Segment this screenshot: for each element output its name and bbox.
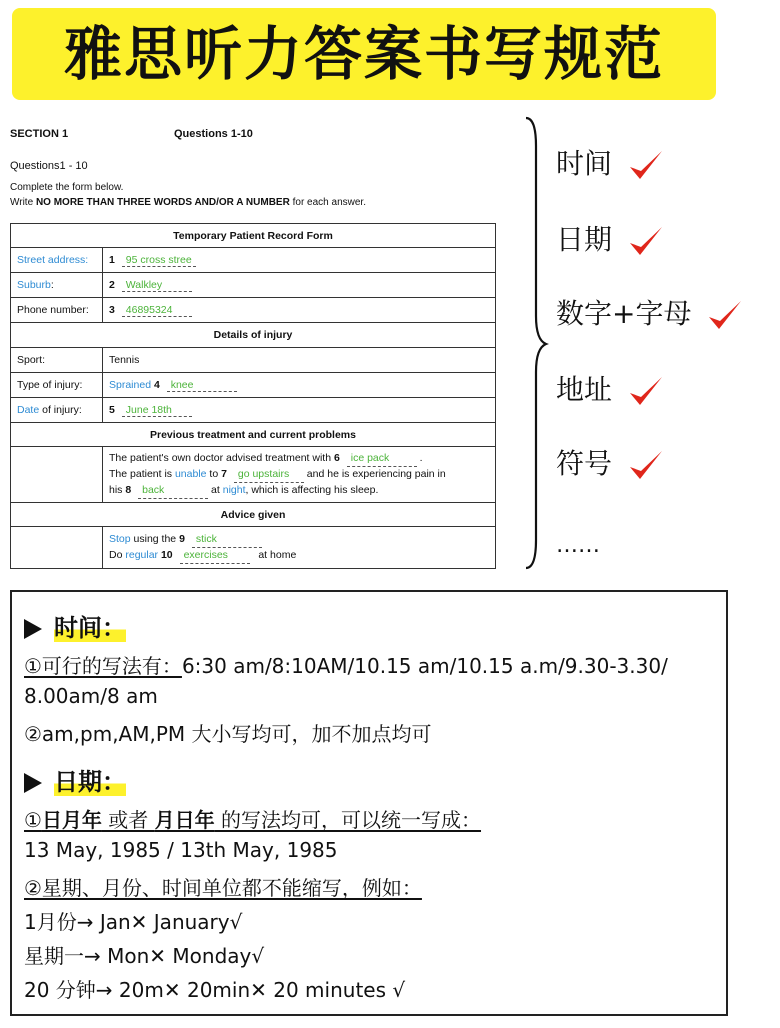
- example-minutes: 20 分钟→ 20m✕ 20min✕ 20 minutes √: [24, 978, 406, 1002]
- prev-title: Previous treatment and current problems: [11, 423, 496, 447]
- advice-title: Advice given: [11, 503, 496, 527]
- table-title: Temporary Patient Record Form: [11, 224, 496, 248]
- date-label: Date of injury:: [11, 398, 103, 423]
- answer-4: knee: [167, 379, 237, 392]
- answer-8: back: [138, 483, 208, 499]
- table-row: [11, 447, 496, 503]
- table-title-row: [11, 224, 496, 248]
- questions-range: Questions1 - 10: [10, 160, 88, 172]
- table-row: [11, 298, 496, 323]
- check-icon: [627, 447, 665, 483]
- time-heading: 时间：: [24, 608, 126, 643]
- check-icon: [627, 223, 665, 259]
- section-label: SECTION 1: [10, 128, 69, 140]
- table-row: [11, 527, 496, 569]
- date-heading: 日期：: [24, 762, 126, 797]
- advice-cell: Stop using the 9 stick Do regular 10 exercises at home: [103, 527, 496, 569]
- injury-title-row: [11, 323, 496, 348]
- answer-2: Walkley: [122, 279, 192, 292]
- rule-item-more: ……: [556, 533, 600, 558]
- table-row: [11, 248, 496, 273]
- patient-record-table: [10, 223, 496, 569]
- check-icon: [627, 373, 665, 409]
- date-rule-2: ②星期、月份、时间单位都不能缩写，例如：: [24, 876, 422, 900]
- sport-value: Tennis: [103, 348, 496, 373]
- table-row: [11, 348, 496, 373]
- instruction-line-1: Complete the form below.: [10, 182, 124, 193]
- triangle-icon: [24, 619, 42, 639]
- answer-5: June 18th: [122, 404, 192, 417]
- title-banner: [12, 8, 716, 100]
- answer-3: 46895324: [122, 304, 192, 317]
- answer-9: stick: [192, 532, 262, 548]
- time-rule-1-cont: 8.00am/8 am: [24, 684, 158, 708]
- answer-7: go upstairs: [234, 467, 304, 483]
- rule-item-alnum: 数字+字母: [556, 296, 744, 333]
- injury-title: Details of injury: [11, 323, 496, 348]
- suburb-cell: 2 Walkley: [103, 273, 496, 298]
- time-rule-2: ②am,pm,AM,PM 大小写均可，加不加点均可: [24, 722, 432, 746]
- answer-1: 95 cross stree: [122, 254, 196, 267]
- answer-6: ice pack: [347, 451, 417, 467]
- date-example: 13 May, 1985 / 13th May, 1985: [24, 838, 338, 862]
- type-label: Type of injury:: [11, 373, 103, 398]
- triangle-icon: [24, 773, 42, 793]
- prev-cell: The patient's own doctor advised treatment with 6 ice pack . The patient is unable to 7 go upstairs and he is experiencing pain in his 8 back at night, which is affecting his sleep.: [103, 447, 496, 503]
- street-label: Street address:: [11, 248, 103, 273]
- curly-brace-icon: [522, 116, 552, 572]
- notes-box: [10, 590, 728, 1016]
- rule-item-symbol: 符号: [556, 446, 665, 483]
- phone-cell: 3 46895324: [103, 298, 496, 323]
- example-weekday: 星期一→ Mon✕ Monday√: [24, 944, 265, 968]
- advice-title-row: [11, 503, 496, 527]
- instruction-line-2: Write NO MORE THAN THREE WORDS AND/OR A NUMBER for each answer.: [10, 197, 366, 208]
- suburb-label: Suburb:: [11, 273, 103, 298]
- phone-label: Phone number:: [11, 298, 103, 323]
- type-cell: Sprained 4 knee: [103, 373, 496, 398]
- rule-item-time: 时间: [556, 146, 665, 183]
- answer-10: exercises: [180, 548, 250, 564]
- sport-label: Sport:: [11, 348, 103, 373]
- time-rule-1: ①可行的写法有：6:30 am/8:10AM/10.15 am/10.15 a.m/9.30-3.30/: [24, 654, 668, 678]
- page-title: 雅思听力答案书写规范: [63, 20, 664, 88]
- table-row: [11, 273, 496, 298]
- ielts-form: [8, 120, 500, 570]
- prev-title-row: [11, 423, 496, 447]
- check-icon: [627, 147, 665, 183]
- check-icon: [706, 297, 744, 333]
- example-month: 1月份→ Jan✕ January√: [24, 910, 243, 934]
- date-rule-1: ①日月年 或者 月日年 的写法均可，可以统一写成：: [24, 808, 482, 832]
- street-cell: 1 95 cross stree: [103, 248, 496, 273]
- date-cell: 5 June 18th: [103, 398, 496, 423]
- rule-item-address: 地址: [556, 372, 665, 409]
- table-row: [11, 398, 496, 423]
- rule-item-date: 日期: [556, 222, 665, 259]
- table-row: [11, 373, 496, 398]
- questions-header: Questions 1-10: [174, 128, 253, 140]
